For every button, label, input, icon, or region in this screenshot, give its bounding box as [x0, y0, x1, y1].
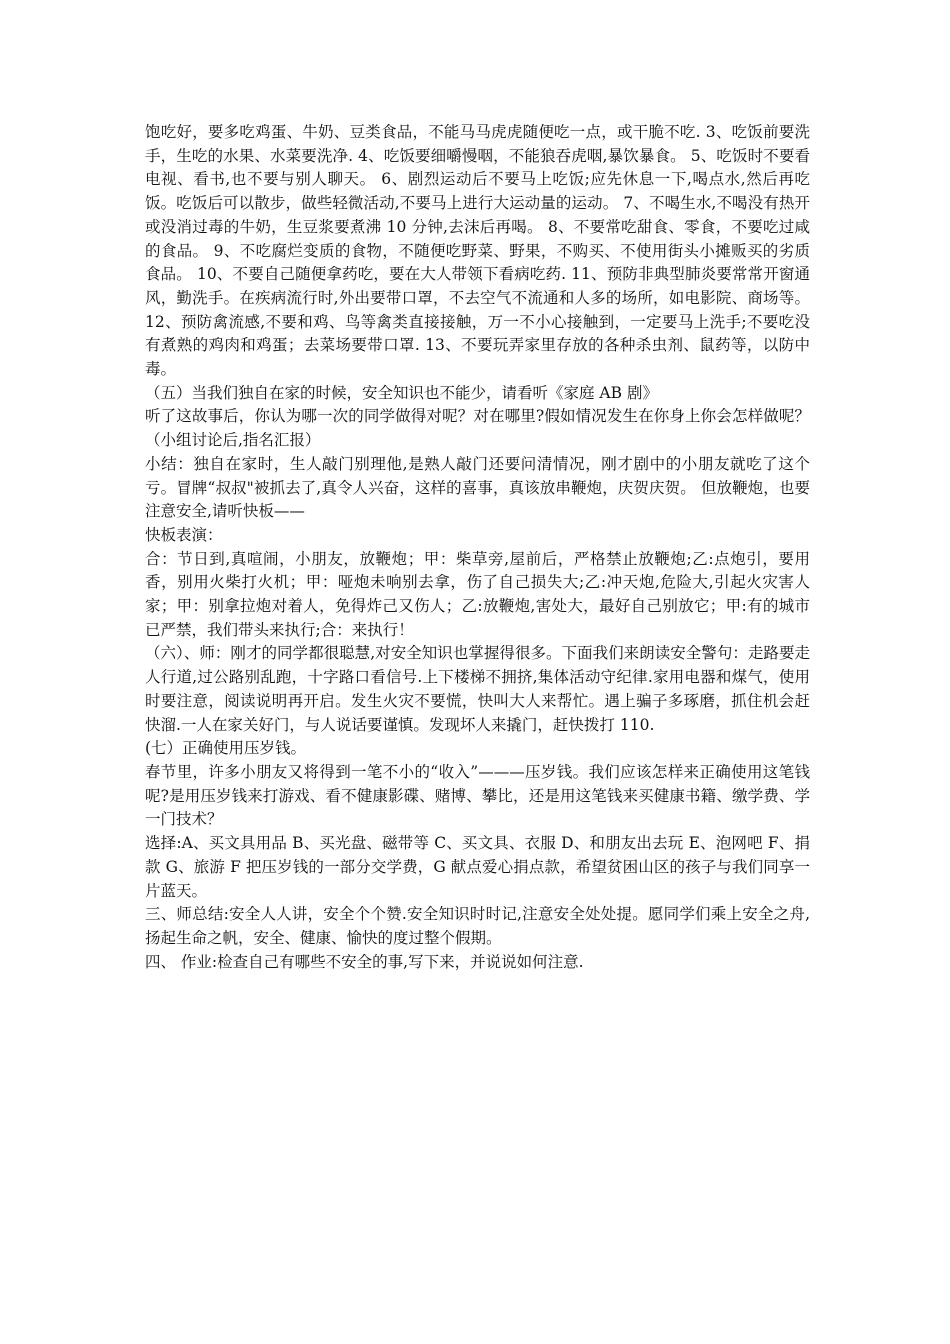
paragraph-section-six-warnings: （六）、师：刚才的同学都很聪慧,对安全知识也掌握得很多。下面我们来朗读安全警句：走路要走人行道,过公路别乱跑，十字路口看信号.上下楼梯不拥挤,集体活动守纪律.家用电器和煤气，使用时要注意，阅读说明再开启。发生火灾不要慌，快叫大人来帮忙。遇上骗子多琢磨，抓住机会赶快溜.一人在家关好门，与人说话要谨慎。发现坏人来撬门，赶快拨打 110. [145, 644, 810, 734]
paragraph-homework: 四、 作业:检查自己有哪些不安全的事,写下来，并说说如何注意. [145, 952, 584, 971]
paragraph-choices: 选择:A、买文具用品 B、买光盘、磁带等 C、买文具、衣服 D、和朋友出去玩 E、泡网吧 F、捐款 G、旅游 F 把压岁钱的一部分交学费，G 献点爱心捐点款，希望贫困山区的孩子与我们同享一片蓝天。 [145, 834, 810, 900]
paragraph-section-seven-heading: (七）正确使用压岁钱。 [145, 739, 307, 758]
paragraph-kuaiban-title: 快板表演： [145, 525, 223, 544]
paragraph-kuaiban-lines: 合：节日到,真喧闹，小朋友，放鞭炮；甲：柴草旁,屋前后，严格禁止放鞭炮;乙:点炮引，要用香，别用火柴打火机；甲：哑炮未响别去拿，伤了自己损失大;乙:冲天炮,危险大,引起火灾害人家；甲：别拿拉炮对着人，免得炸己又伤人；乙:放鞭炮,害处大，最好自己别放它；甲:有的城市已严禁，我们带头来执行;合：来执行！ [145, 549, 810, 639]
document-body [145, 121, 810, 974]
paragraph-teacher-summary: 三、师总结:安全人人讲，安全个个赞.安全知识时时记,注意安全处处提。愿同学们乘上安全之舟,扬起生命之帆，安全、健康、愉快的度过整个假期。 [145, 905, 810, 947]
paragraph-discussion-question: 听了这故事后，你认为哪一次的同学做得对呢？对在哪里?假如情况发生在你身上你会怎样做呢？（小组讨论后,指名汇报） [145, 407, 810, 450]
paragraph-lucky-money-question: 春节里，许多小朋友又将得到一笔不小的“收入”———压岁钱。我们应该怎样来正确使用这笔钱呢?是用压岁钱来打游戏、看不健康影碟、赌博、攀比，还是用这笔钱来买健康书籍、缴学费、学一门技术？ [145, 762, 810, 829]
paragraph-summary: 小结：独自在家时，生人敲门别理他,是熟人敲门还要问清情况，刚才剧中的小朋友就吃了这个亏。冒牌“叔叔"被抓去了,真令人兴奋，这样的喜事，真该放串鞭炮，庆贺庆贺。 但放鞭炮，也要注意安全,请听快板—— [145, 454, 810, 521]
paragraph-section-five-heading: （五）当我们独自在家的时候，安全知识也不能少，请看听《家庭 AB 剧》 [145, 383, 658, 402]
paragraph-food-safety-rules: 饱吃好，要多吃鸡蛋、牛奶、豆类食品，不能马马虎虎随便吃一点，或干脆不吃. 3、吃饭前要洗手，生吃的水果、水菜要洗净. 4、吃饭要细嚼慢咽，不能狼吞虎咽,暴饮暴食。 5、吃饭时不要看电视、看书,也不要与别人聊天。 6、剧烈运动后不要马上吃饭;应先休息一下,喝点水,然后再吃饭。吃饭后可以散步，做些轻微活动,不要马上进行大运动量的运动。 7、不喝生水,不喝没有热开或没消过毒的牛奶，生豆浆要煮沸 10 分钟,去沫后再喝。 8、不要常吃甜食、零食，不要吃过咸的食品。 9、不吃腐烂变质的食物，不随便吃野菜、野果，不购买、不使用街头小摊贩买的劣质食品。 10、不要自己随便拿药吃，要在大人带领下看病吃药. 11、预防非典型肺炎要常常开窗通风，勤洗手。在疾病流行时,外出要带口罩，不去空气不流通和人多的场所，如电影院、商场等。 12、预防禽流感,不要和鸡、鸟等禽类直接接触，万一不小心接触到，一定要马上洗手;不要吃没有煮熟的鸡肉和鸡蛋；去菜场要带口罩. 13、不要玩弄家里存放的各种杀虫剂、鼠药等，以防中毒。 [145, 123, 810, 379]
